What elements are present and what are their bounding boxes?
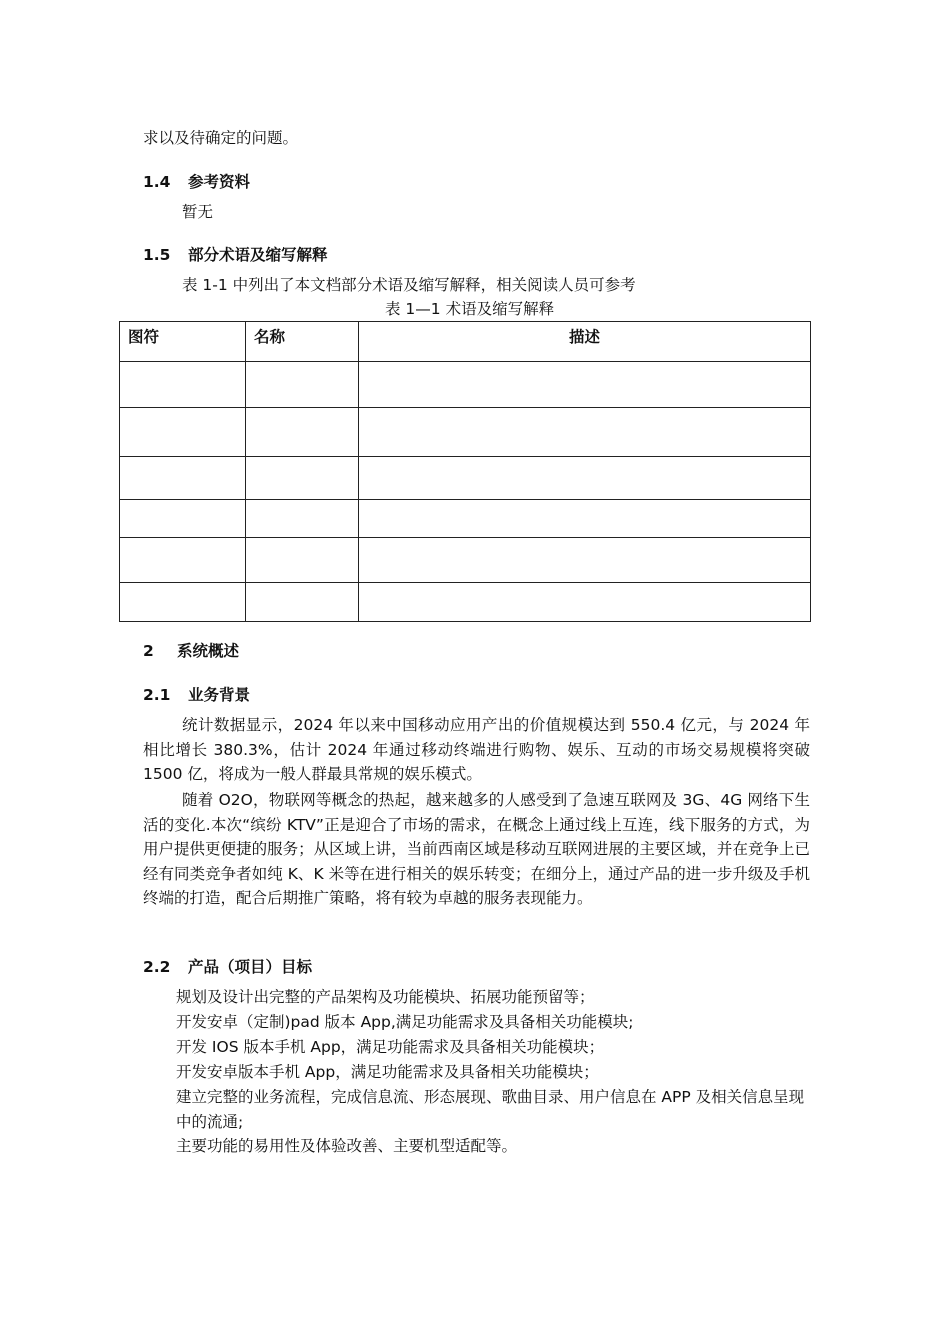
business-background-paragraph-2: 随着 O2O，物联网等概念的热起，越来越多的人感受到了急速互联网及 3G、4G 网络下生活的变化.本次“缤纷 KTV”正是迎合了市场的需求，在概念上通过线上互连，线下服务的方式，为用户提供更便捷的服务；从区域上讲，当前西南区域是移动互联网进展的主要区域，并在竞争上已经有同类竞争者如纯 K、K 米等在进行相关的娱乐转变；在细分上，通过产品的进一步升级及手机终端的打造，配合后期推广策略，将有较为卓越的服务表现能力。 bbox=[143, 791, 810, 907]
table-cell bbox=[359, 362, 811, 408]
table-caption: 表 1—1 术语及缩写解释 bbox=[385, 300, 555, 318]
intro-tail-text: 求以及待确定的问题。 bbox=[143, 129, 299, 147]
table-cell bbox=[246, 500, 359, 538]
table-cell bbox=[359, 457, 811, 500]
goal-item: 规划及设计出完整的产品架构及功能模块、拓展功能预留等； bbox=[176, 988, 595, 1006]
table-header-row bbox=[120, 322, 811, 362]
table-row bbox=[120, 500, 811, 538]
goal-item: 开发安卓版本手机 App，满足功能需求及具备相关功能模块； bbox=[176, 1063, 599, 1081]
table-intro-text: 表 1-1 中列出了本文档部分术语及缩写解释，相关阅读人员可参考 bbox=[182, 276, 636, 294]
table-cell bbox=[120, 457, 246, 500]
table-row bbox=[120, 362, 811, 408]
business-background-paragraph-1: 统计数据显示，2024 年以来中国移动应用产出的价值规模达到 550.4 亿元，与 2024 年相比增长 380.3%，估计 2024 年通过移动终端进行购物、娱乐、互动的市场交易规模将突破 1500 亿，将成为一般人群最具常规的娱乐模式。 bbox=[143, 716, 810, 783]
table-cell bbox=[120, 408, 246, 457]
section-number: 1.4 bbox=[143, 173, 171, 191]
section-title: 部分术语及缩写解释 bbox=[188, 246, 328, 264]
table-cell bbox=[120, 362, 246, 408]
section-number: 2.1 bbox=[143, 686, 171, 704]
table-cell bbox=[246, 457, 359, 500]
table-row bbox=[120, 583, 811, 622]
section-1-4-heading bbox=[143, 170, 250, 194]
header-symbol: 图符 bbox=[120, 322, 246, 362]
table-row bbox=[120, 408, 811, 457]
section-number: 2 bbox=[143, 642, 154, 660]
table-row bbox=[120, 538, 811, 583]
goal-item: 建立完整的业务流程，完成信息流、形态展现、歌曲目录、用户信息在 APP 及相关信息呈现中的流通; bbox=[176, 1088, 805, 1131]
goal-item: 开发安卓（定制)pad 版本 App,满足功能需求及具备相关功能模块; bbox=[176, 1013, 634, 1031]
table-cell bbox=[359, 500, 811, 538]
table-cell bbox=[359, 408, 811, 457]
section-number: 1.5 bbox=[143, 246, 171, 264]
section-number: 2.2 bbox=[143, 958, 171, 976]
header-description: 描述 bbox=[359, 322, 811, 362]
table-cell bbox=[120, 500, 246, 538]
section-2-heading bbox=[143, 639, 239, 663]
table-cell bbox=[359, 538, 811, 583]
section-1-4-body: 暂无 bbox=[182, 203, 214, 221]
header-name: 名称 bbox=[246, 322, 359, 362]
table-cell bbox=[246, 362, 359, 408]
section-title: 产品（项目）目标 bbox=[188, 958, 313, 976]
section-title: 业务背景 bbox=[188, 686, 251, 704]
section-title: 系统概述 bbox=[177, 642, 240, 660]
table-cell bbox=[246, 408, 359, 457]
table-cell bbox=[246, 583, 359, 622]
goal-item: 主要功能的易用性及体验改善、主要机型适配等。 bbox=[176, 1137, 518, 1155]
table-row bbox=[120, 457, 811, 500]
table-cell bbox=[359, 583, 811, 622]
section-2-1-heading bbox=[143, 683, 250, 707]
table-cell bbox=[120, 538, 246, 583]
goal-item: 开发 IOS 版本手机 App，满足功能需求及具备相关功能模块； bbox=[176, 1038, 605, 1056]
section-title: 参考资料 bbox=[188, 173, 251, 191]
section-2-2-heading bbox=[143, 955, 312, 979]
table-cell bbox=[246, 538, 359, 583]
terms-table bbox=[119, 321, 811, 622]
section-1-5-heading bbox=[143, 243, 328, 267]
table-cell bbox=[120, 583, 246, 622]
